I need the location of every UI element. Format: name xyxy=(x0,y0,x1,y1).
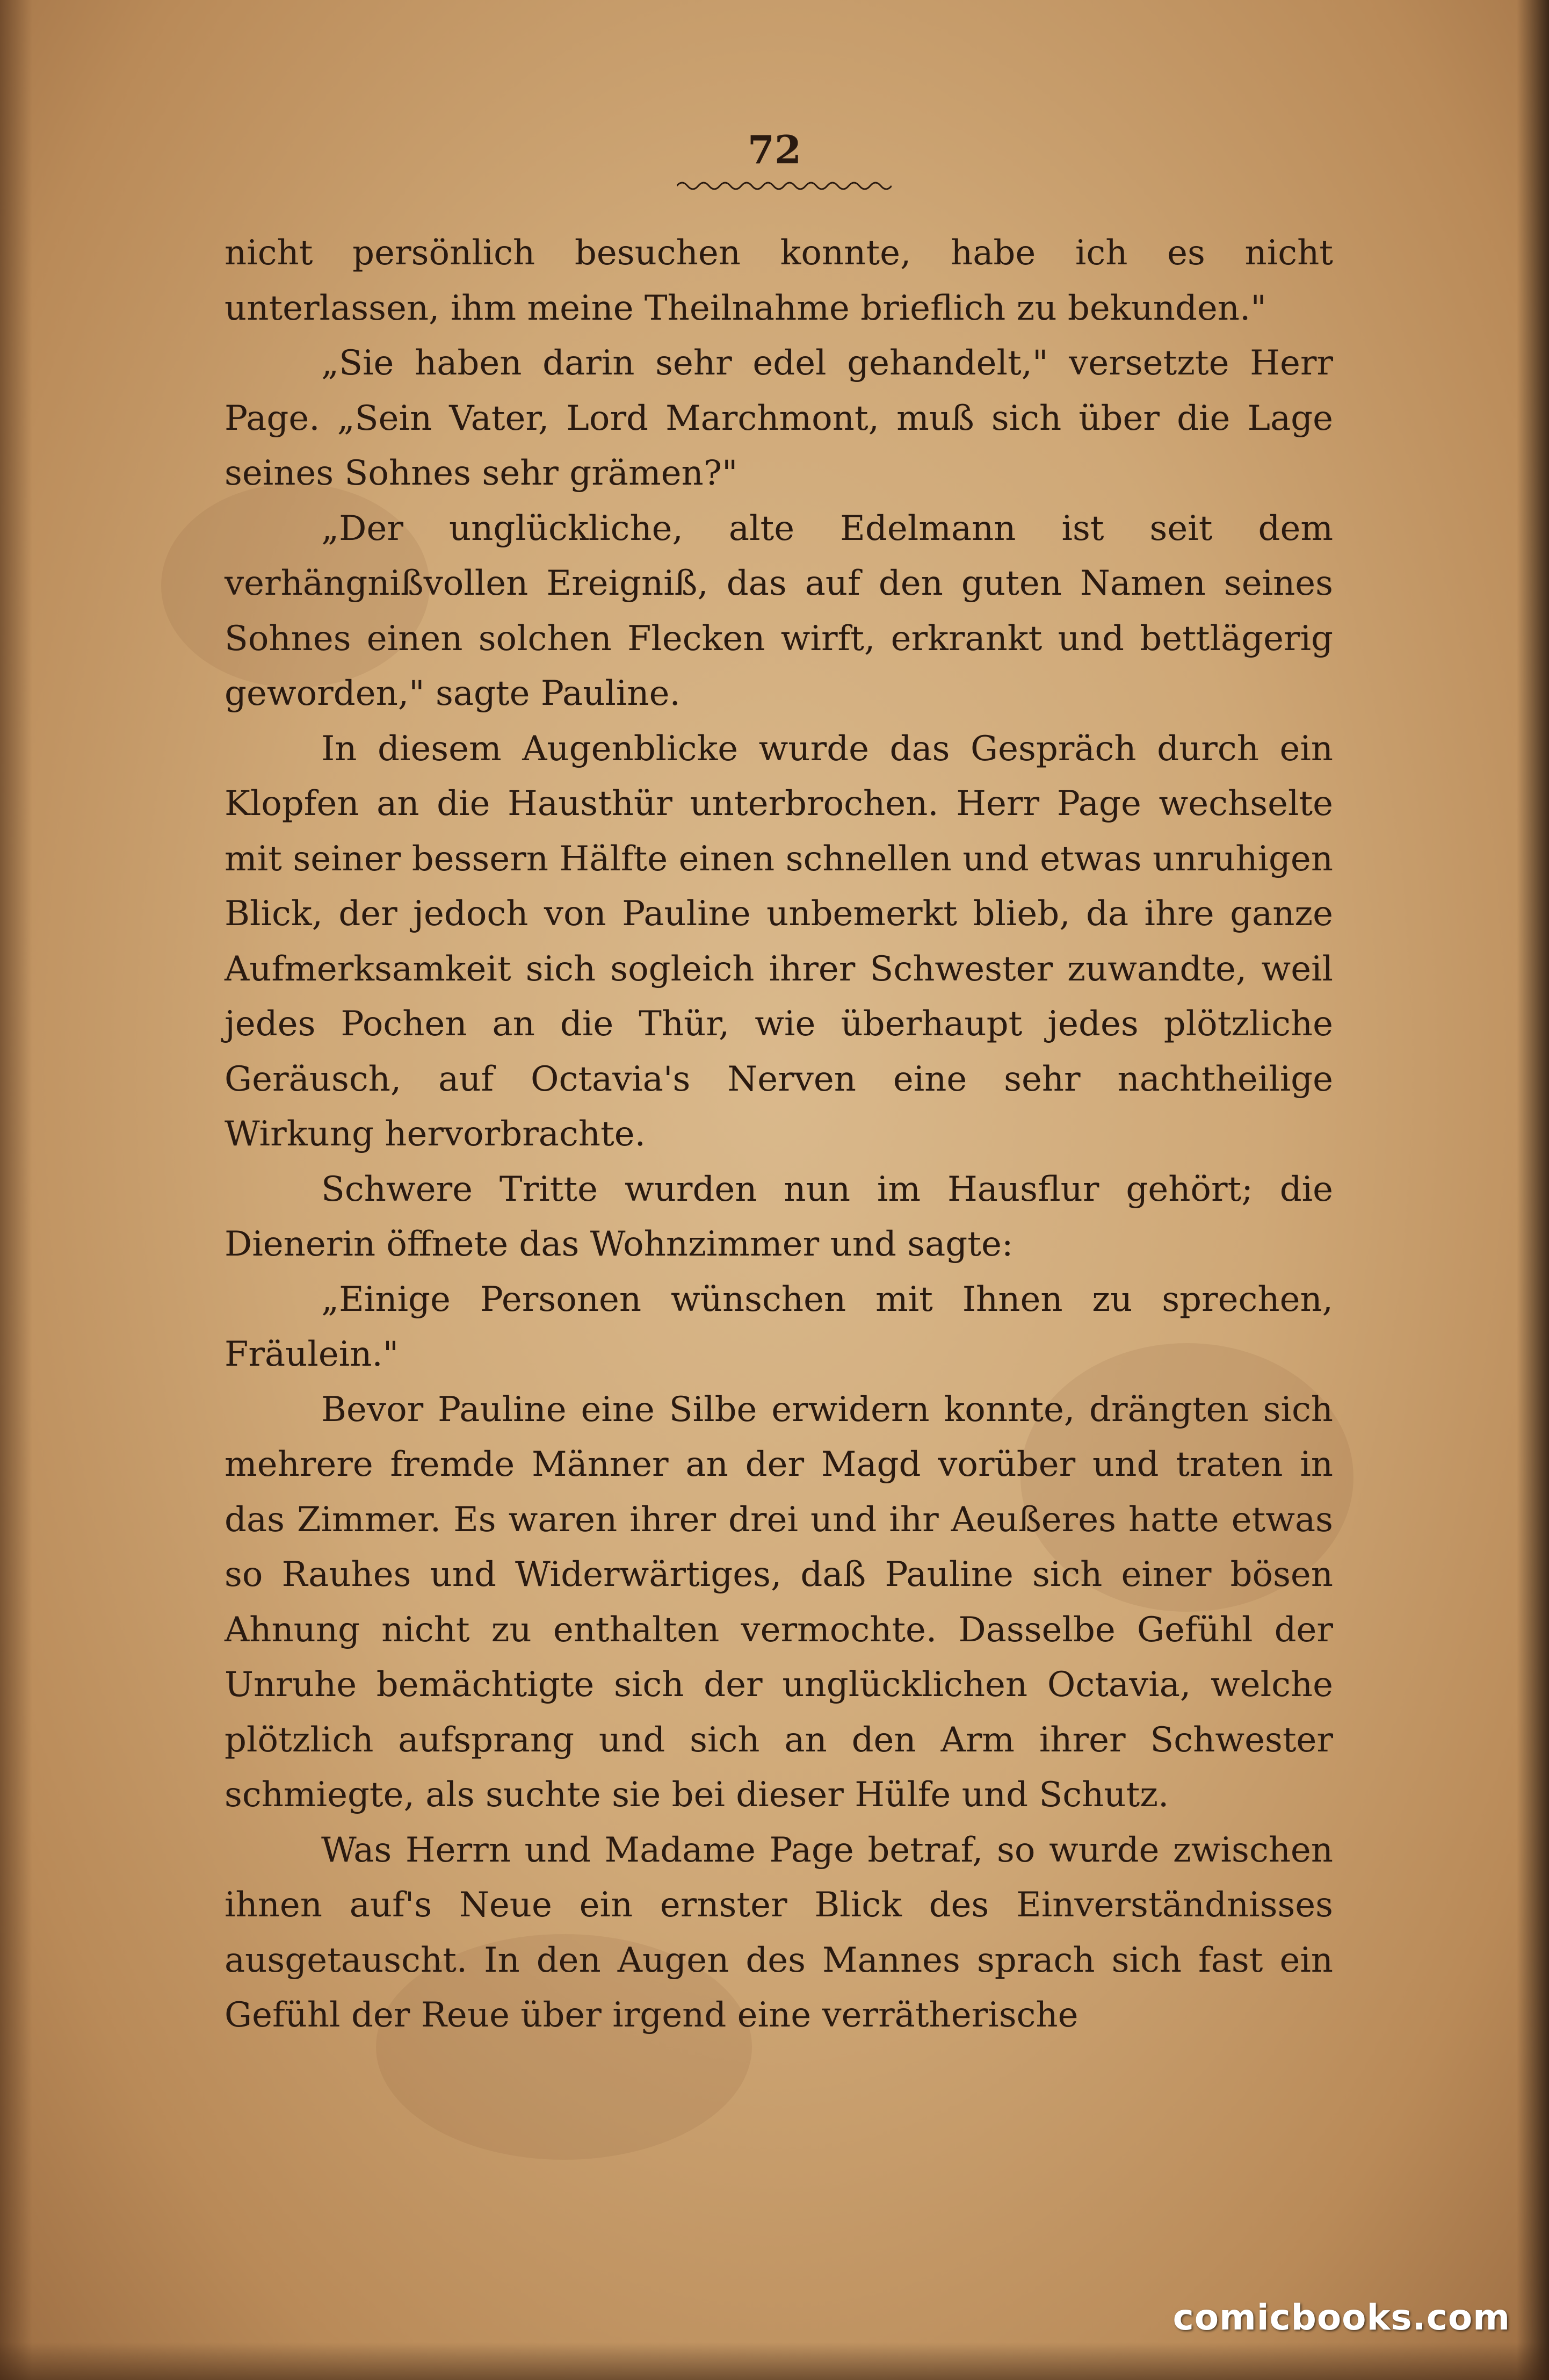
paragraph: Bevor Pauline eine Silbe erwidern konnte, drängten sich mehrere fremde Männer an der Magd vorüber und traten in das Zimmer. Es waren ihrer drei und ihr Aeußeres hatte etwas so Rauhes und Widerwärtiges, daß Pauline sich einer bösen Ahnung nicht zu enthalten vermochte. Dasselbe Gefühl der Unruhe bemächtigte sich der unglücklichen Octavia, welche plötzlich aufsprang und sich an den Arm ihrer Schwester schmiegte, als suchte sie bei dieser Hülfe und Schutz. xyxy=(225,1389,1333,1815)
page-edge-bottom xyxy=(0,2342,1549,2380)
page-edge-right xyxy=(1517,0,1549,2380)
paragraph: Was Herrn und Madame Page betraf, so wurde zwischen ihnen auf's Neue ein ernster Blick des Einverständnisses ausgetauscht. In den Augen des Mannes sprach sich fast ein Gefühl der Reue über irgend eine verrätherische xyxy=(225,1830,1333,2035)
paragraph: „Sie haben darin sehr edel gehandelt," versetzte Herr Page. „Sein Vater, Lord Marchmont, muß sich über die Lage seines Sohnes sehr grämen?" xyxy=(225,343,1333,493)
wavy-rule-ornament xyxy=(677,175,892,197)
paragraph: nicht persönlich besuchen konnte, habe ich es nicht unterlassen, ihm meine Theilnahme brieflich zu bekunden." xyxy=(225,233,1333,328)
page-number: 72 xyxy=(747,127,802,172)
body-text xyxy=(225,226,1333,2043)
paragraph: „Der unglückliche, alte Edelmann ist seit dem verhängnißvollen Ereigniß, das auf den guten Namen seines Sohnes einen solchen Flecken wirft, erkrankt und bettlägerig geworden," sagte Pauline. xyxy=(225,508,1333,713)
paragraph: Schwere Tritte wurden nun im Hausflur gehört; die Dienerin öffnete das Wohnzimmer und sagte: xyxy=(225,1169,1333,1264)
page-edge-left xyxy=(0,0,32,2380)
paragraph: „Einige Personen wünschen mit Ihnen zu sprechen, Fräulein." xyxy=(225,1279,1333,1374)
paragraph: In diesem Augenblicke wurde das Gespräch durch ein Klopfen an die Hausthür unterbrochen. Herr Page wechselte mit seiner bessern Hälfte einen schnellen und etwas unruhigen Blick, der jedoch von Pauline unbemerkt blieb, da ihre ganze Aufmerksamkeit sich sogleich ihrer Schwester zuwandte, weil jedes Pochen an die Thür, wie überhaupt jedes plötzliche Geräusch, auf Octavia's Nerven eine sehr nachtheilige Wirkung hervorbrachte. xyxy=(225,729,1333,1154)
site-watermark: comicbooks.com xyxy=(1172,2297,1510,2338)
